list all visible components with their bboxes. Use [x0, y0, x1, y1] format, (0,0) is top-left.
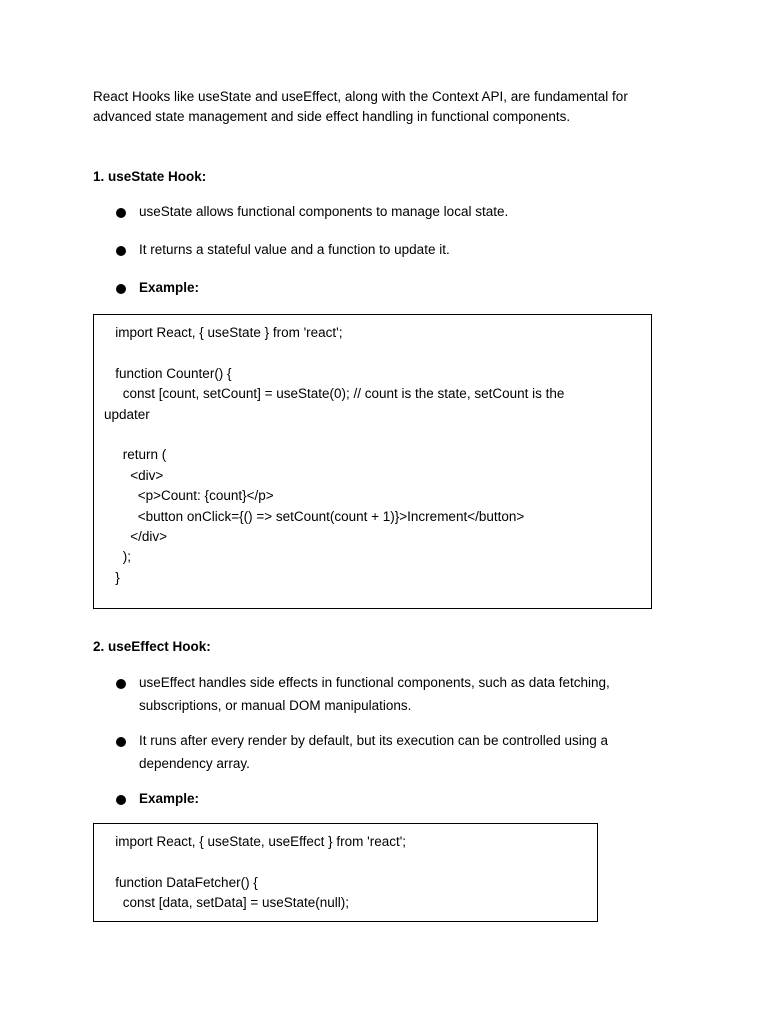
bullet-text: Example:: [139, 280, 200, 295]
code-line: );: [104, 549, 131, 565]
bullet-icon: [116, 737, 126, 747]
code-line: <p>Count: {count}</p>: [104, 488, 274, 504]
bullet-text: useEffect handles side effects in functional components, such as data fetching, subscriptions, or manual DOM manipulations.: [139, 675, 610, 713]
code-line: }: [104, 569, 120, 585]
list-item: [93, 671, 649, 717]
bullet-icon: [116, 284, 126, 294]
list-item: [93, 729, 649, 775]
code-line: const [count, setCount] = useState(0); // count is the state, setCount is the: [104, 386, 565, 402]
bullet-text: It runs after every render by default, but its execution can be controlled using a dependency array.: [139, 733, 609, 771]
code-line: [94, 343, 651, 363]
code-line: return (: [104, 447, 167, 463]
usestate-bullet-list: [93, 200, 649, 299]
code-line: updater: [104, 406, 150, 422]
list-item: [93, 276, 649, 299]
code-line: function Counter() {: [104, 365, 232, 381]
bullet-icon: [116, 795, 126, 805]
bullet-icon: [116, 246, 126, 256]
list-item: [93, 238, 649, 261]
code-line: [94, 852, 597, 872]
bullet-text: It returns a stateful value and a function to update it.: [139, 242, 450, 257]
code-line: </div>: [104, 528, 168, 544]
code-block-useeffect: [93, 823, 598, 922]
bullet-icon: [116, 679, 126, 689]
intro-paragraph: React Hooks like useState and useEffect, along with the Context API, are fundamental for advanced state management and side effect handling in functional components.: [93, 89, 628, 124]
bullet-text: Example:: [139, 791, 200, 806]
code-line: import React, { useState } from 'react';: [104, 325, 343, 340]
bullet-text: useState allows functional components to manage local state.: [139, 204, 509, 219]
code-line: function DataFetcher() {: [104, 874, 258, 890]
list-item: [93, 787, 649, 810]
code-line: import React, { useState, useEffect } from 'react';: [104, 834, 407, 849]
section-heading-useeffect: 2. useEffect Hook:: [93, 639, 211, 654]
section-heading-usestate: 1. useState Hook:: [93, 169, 207, 184]
code-line: [94, 425, 651, 445]
useeffect-bullet-list: [93, 671, 649, 810]
bullet-icon: [116, 208, 126, 218]
code-block-usestate: [93, 314, 652, 609]
list-item: [93, 200, 649, 223]
code-line: <button onClick={() => setCount(count + 1)}>Increment</button>: [104, 508, 525, 524]
code-line: <div>: [104, 467, 164, 483]
code-line: const [data, setData] = useState(null);: [104, 895, 350, 911]
